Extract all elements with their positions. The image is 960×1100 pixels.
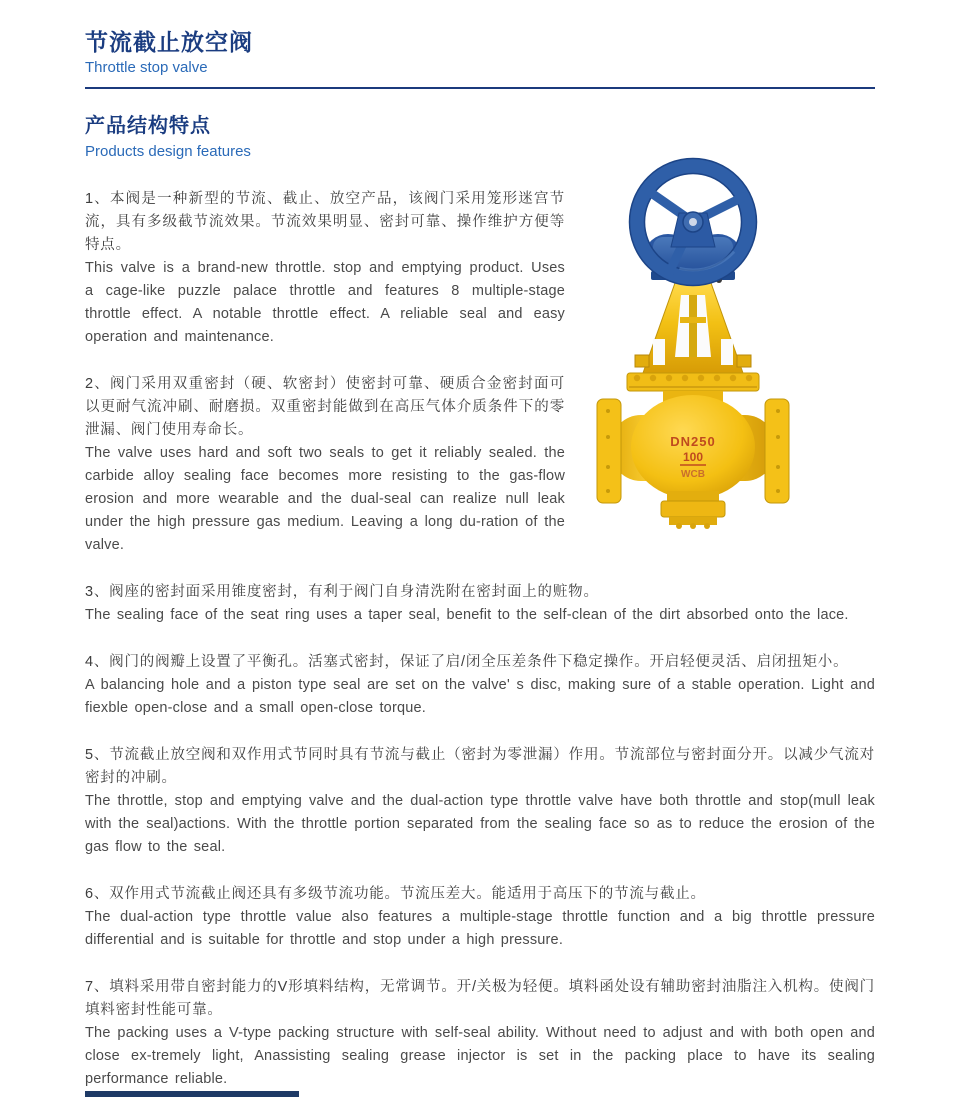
- valve-marking-dn: DN250: [670, 434, 716, 449]
- header-divider: [85, 87, 875, 89]
- section-subtitle: Products design features: [85, 143, 251, 160]
- valve-marking-class: 100: [682, 450, 704, 464]
- footer-bar: [85, 1091, 299, 1097]
- feature-text-zh: 3、阀座的密封面采用锥度密封，有利于阀门自身清洗附在密封面上的赃物。: [85, 584, 599, 600]
- feature-text-en: The dual-action type throttle value also features a multiple-stage throttle function and a big throttle pressure differential and is suitable for throttle and stop under a high pressure.: [85, 909, 875, 948]
- section-title: 产品结构特点: [85, 115, 211, 137]
- feature-text-en: The valve uses hard and soft two seals to get it reliably sealed. the carbide alloy sealing face becomes more resisting to the gas-flow erosion and more wearable and the dual-seal can realize null leak under the high pressure gas medium. Leaving a long du-ration of the valve.: [85, 445, 565, 553]
- valve-yellow-parts: [597, 283, 789, 529]
- feature-text-en: The throttle, stop and emptying valve and the dual-action type throttle valve have both throttle and stop(mull leak with the seal)actions. With the throttle portion separated from the sealing face so as to reduce the erosion of the gas flow to the seal.: [85, 793, 875, 855]
- feature-item: [85, 581, 875, 627]
- feature-text-zh: 1、本阀是一种新型的节流、截止、放空产品，该阀门采用笼形迷宫节流，具有多级截节流效果。节流效果明显、密封可靠、操作维护方便等特点。: [85, 191, 565, 253]
- feature-item: [85, 744, 875, 859]
- valve-marking-material: WCB: [681, 469, 705, 480]
- page-subtitle: Throttle stop valve: [85, 59, 208, 76]
- feature-text-zh: 5、节流截止放空阀和双作用式节同时具有节流与截止（密封为零泄漏）作用。节流部位与密封面分开。以减少气流对密封的冲刷。: [85, 747, 875, 786]
- main-content: [85, 113, 875, 1091]
- feature-text-zh: 4、阀门的阀瓣上设置了平衡孔。活塞式密封，保证了启/闭全压差条件下稳定操作。开启轻便灵活、启闭扭矩小。: [85, 654, 849, 670]
- feature-text-zh: 2、阀门采用双重密封（硬、软密封）使密封可靠、硬质合金密封面可以更耐气流冲刷、耐磨损。双重密封能做到在高压气体介质条件下的零泄漏、阀门使用寿命长。: [85, 376, 565, 438]
- feature-item: [85, 976, 875, 1091]
- product-photo: [583, 147, 875, 529]
- feature-text-en: This valve is a brand-new throttle. stop and emptying product. Uses a cage-like puzzle palace throttle and features 8 multiple-stage throttle effect. A notable throttle effect. A reliable seal and easy operation and maintenance.: [85, 260, 565, 345]
- feature-text-zh: 7、填料采用带自密封能力的V形填料结构，无常调节。开/关极为轻便。填料函处设有辅助密封油脂注入机构。使阀门填料密封性能可靠。: [85, 979, 875, 1018]
- feature-item: [85, 883, 875, 952]
- feature-text-en: The sealing face of the seat ring uses a taper seal, benefit to the self-clean of the dirt absorbed onto the lace.: [85, 607, 849, 623]
- page-header: [85, 28, 875, 89]
- valve-illustration: [583, 147, 875, 529]
- feature-text-en: A balancing hole and a piston type seal are set on the valve' s disc, making sure of a stable operation. Light and fiexble open-close and a small open-close torque.: [85, 677, 875, 716]
- page-title: 节流截止放空阀: [85, 29, 253, 55]
- feature-item: [85, 651, 875, 720]
- feature-text-zh: 6、双作用式节流截止阀还具有多级节流功能。节流压差大。能适用于高压下的节流与截止。: [85, 886, 706, 902]
- feature-text-en: The packing uses a V-type packing structure with self-seal ability. Without need to adjust and with both open and close ex-tremely light, Anassisting sealing grease injector is set in the packing place to have its sealing performance reliable.: [85, 1025, 875, 1087]
